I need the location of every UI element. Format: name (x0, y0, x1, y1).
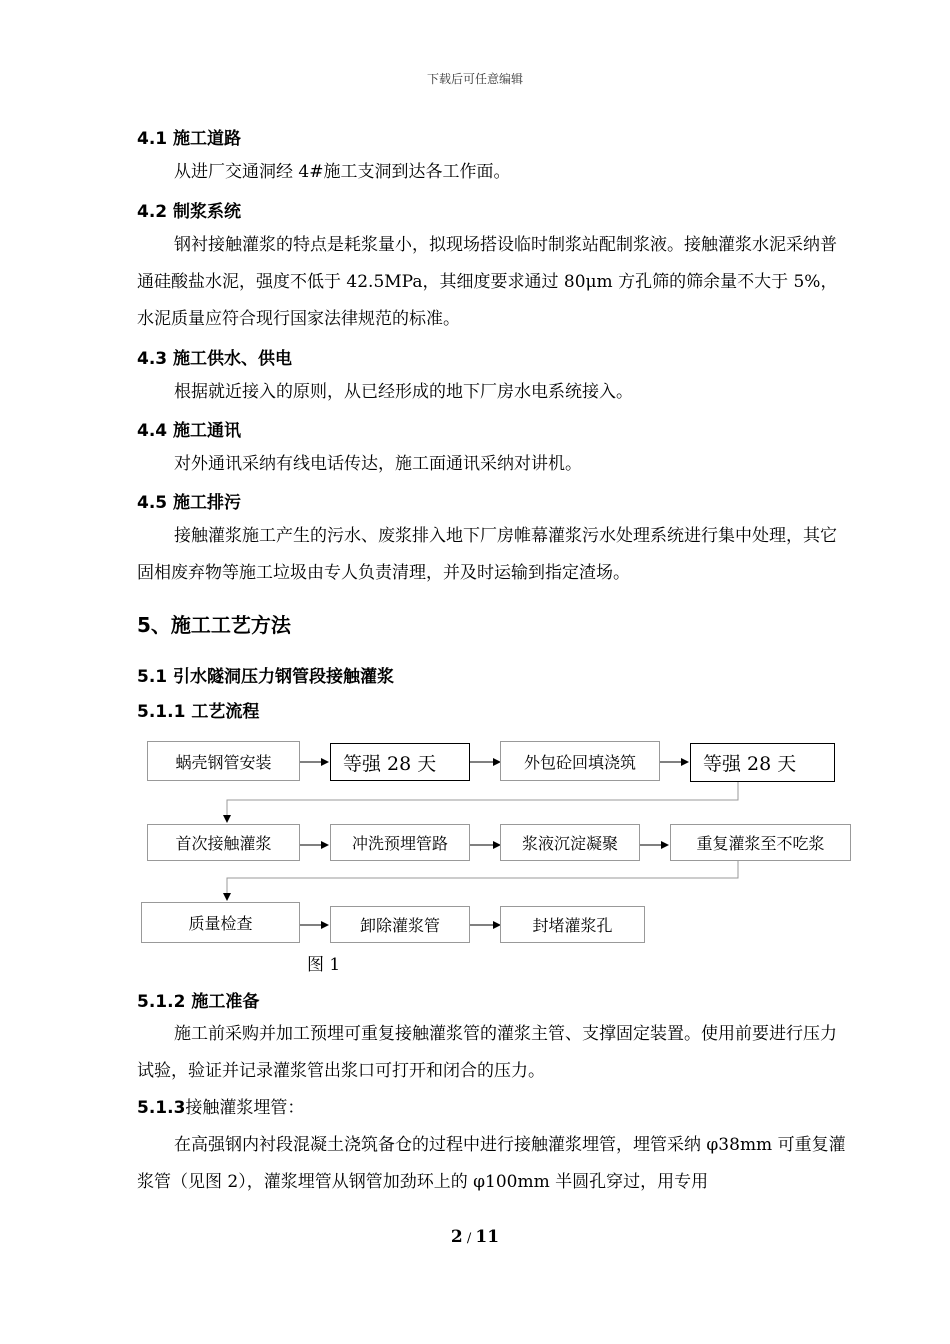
arrow-row2-to-row3 (227, 860, 738, 900)
flow-step-remove-pipe: 卸除灌浆管 (330, 906, 470, 943)
flow-step-seal-holes: 封堵灌浆孔 (500, 906, 645, 943)
paragraph-4-1: 从进厂交通洞经 4#施工支洞到达各工作面。 (174, 162, 511, 182)
heading-4-3: 4.3 施工供水、供电 (137, 349, 293, 369)
heading-4-2: 4.2 制浆系统 (137, 202, 242, 222)
flow-step-spiral-pipe-install: 蜗壳钢管安装 (147, 741, 300, 781)
arrow-row1-to-row2 (227, 782, 738, 822)
heading-5-1: 5.1 引水隧洞压力钢管段接触灌浆 (137, 667, 395, 687)
flow-step-quality-check: 质量检查 (141, 902, 300, 943)
flow-step-first-grouting: 首次接触灌浆 (147, 824, 300, 861)
flow-step-cure-28-days-2: 等强 28 天 (690, 743, 835, 782)
heading-4-1: 4.1 施工道路 (137, 129, 242, 149)
flow-step-cure-28-days-1: 等强 28 天 (330, 743, 470, 781)
heading-4-5: 4.5 施工排污 (137, 493, 242, 513)
heading-4-4: 4.4 施工通讯 (137, 421, 242, 441)
paragraph-5-1-2: 施工前采购并加工预埋可重复接触灌浆管的灌浆主管、支撑固定装置。使用前要进行压力试验，验证并记录灌浆管出浆口可打开和闭合的压力。 (137, 1024, 837, 1081)
heading-5-1-2: 5.1.2 施工准备 (137, 992, 260, 1012)
heading-5-1-3 (137, 1090, 850, 1127)
paragraph-4-3: 根据就近接入的原则，从已经形成的地下厂房水电系统接入。 (174, 382, 633, 402)
heading-5-1-3-text: 接触灌浆埋管： (185, 1098, 305, 1118)
flow-step-slurry-settle: 浆液沉淀凝聚 (500, 824, 640, 861)
paragraph-4-2: 钢衬接触灌浆的特点是耗浆量小，拟现场搭设临时制浆站配制浆液。接触灌浆水泥采纳普通硅酸盐水泥，强度不低于 42.5MPa，其细度要求通过 80μm 方孔筛的筛余量不大于 5%，水泥质量应符合现行国家法律规范的标准。 (137, 235, 838, 329)
flow-step-flush-pipes: 冲洗预埋管路 (330, 824, 470, 861)
heading-5-1-1: 5.1.1 工艺流程 (137, 702, 260, 722)
page-current: 2 (450, 1227, 463, 1247)
flow-step-repeat-grouting: 重复灌浆至不吃浆 (670, 824, 851, 861)
paragraph-4-4: 对外通讯采纳有线电话传达，施工面通讯采纳对讲机。 (174, 454, 582, 474)
flow-step-concrete-backfill: 外包砼回填浇筑 (500, 741, 660, 781)
page-number (0, 1227, 950, 1247)
figure-caption: 图 1 (307, 955, 341, 975)
page-total: 11 (475, 1227, 500, 1247)
paragraph-5-1-3: 在高强钢内衬段混凝土浇筑备仓的过程中进行接触灌浆埋管，埋管采纳 φ38mm 可重复灌浆管（见图 2），灌浆埋管从钢管加劲环上的 φ100mm 半圆孔穿过，用专用 (137, 1135, 846, 1192)
page-separator: / (462, 1231, 476, 1246)
heading-5-1-3-number: 5.1.3 (137, 1098, 186, 1118)
header-note: 下载后可任意编辑 (426, 72, 523, 86)
paragraph-4-5: 接触灌浆施工产生的污水、废浆排入地下厂房帷幕灌浆污水处理系统进行集中处理，其它固相废弃物等施工垃圾由专人负责清理，并及时运输到指定渣场。 (137, 526, 837, 583)
heading-5: 5、施工工艺方法 (137, 613, 291, 637)
